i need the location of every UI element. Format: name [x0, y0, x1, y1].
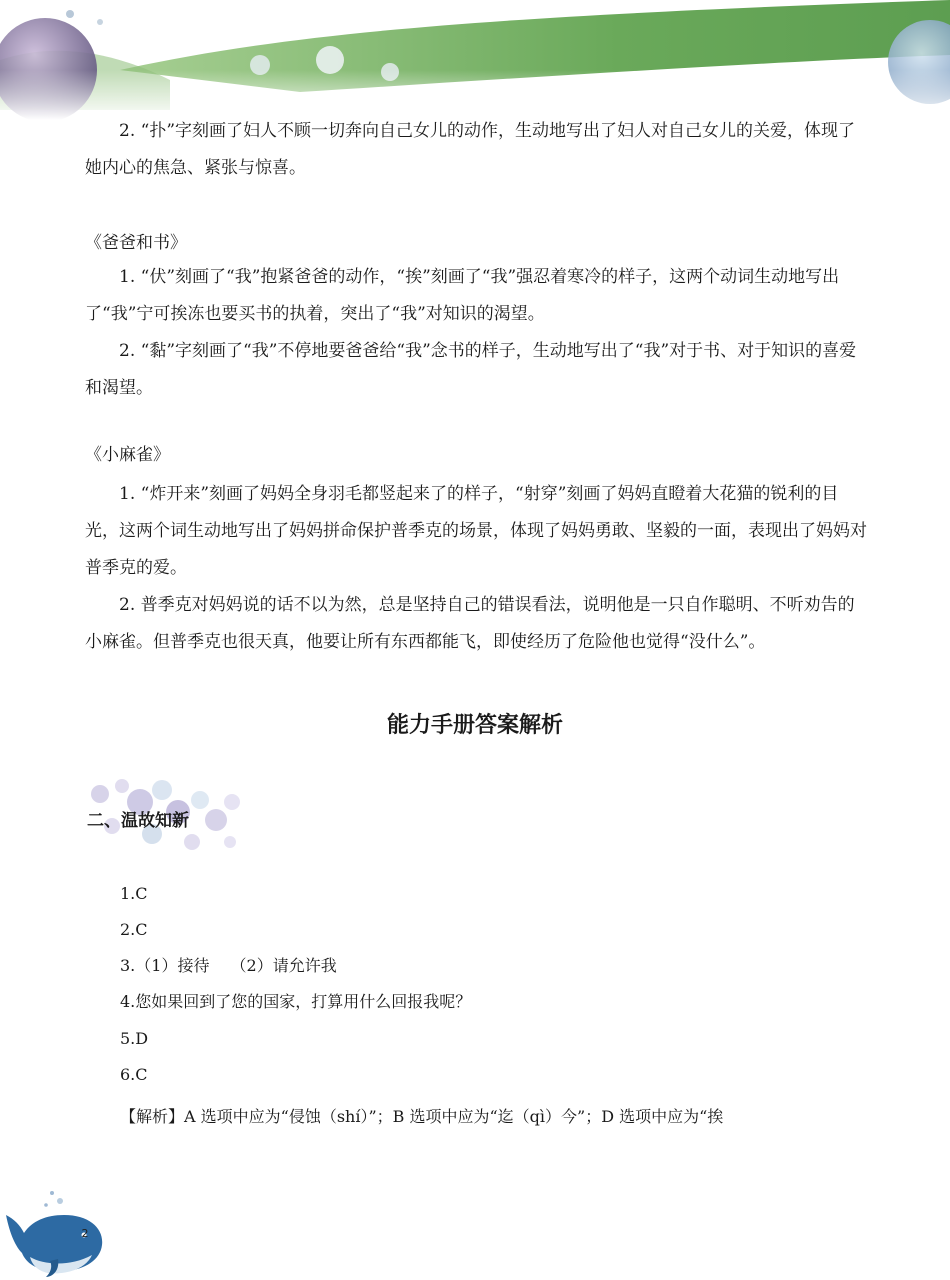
header-banner-illustration: [0, 0, 950, 120]
paragraph-pu: 2. “扑”字刻画了妇人不顾一切奔向自己女儿的动作，生动地写出了妇人对自己女儿的关爱，体现了她内心的焦急、紧张与惊喜。: [85, 121, 856, 178]
paragraph-pujike: 2. 普季克对妈妈说的话不以为然，总是坚持自己的错误看法，说明他是一只自作聪明、不听劝告的小麻雀。但普季克也很天真，他要让所有东西都能飞，即使经历了危险他也觉得“没什么”。: [85, 595, 855, 652]
paragraph-nian: 2. “黏”字刻画了“我”不停地要爸爸给“我”念书的样子，生动地写出了“我”对于书、对于知识的喜爱和渴望。: [85, 341, 857, 398]
paragraph-fu-ai: 1. “伏”刻画了“我”抱紧爸爸的动作，“挨”刻画了“我”强忍着寒冷的样子，这两个动词生动地写出了“我”宁可挨冻也要买书的执着，突出了“我”对知识的渴望。: [85, 267, 840, 324]
page-number: 2: [81, 1227, 89, 1240]
answer-1: 1.C: [120, 884, 148, 903]
analysis-text: 【解析】A 选项中应为“侵蚀（shí）”；B 选项中应为“迄（qì）今”；D 选项中应为“挨: [120, 1107, 724, 1126]
section-title-wengu-zhixin: 二、温故知新: [87, 811, 189, 831]
whale-icon: [0, 1185, 120, 1280]
answer-5: 5.D: [120, 1029, 149, 1048]
page-heading: 能力手册答案解析: [386, 713, 563, 738]
paragraph-zhakailai: 1. “炸开来”刻画了妈妈全身羽毛都竖起来了的样子，“射穿”刻画了妈妈直瞪着大花猫的锐利的目光，这两个词生动地写出了妈妈拼命保护普季克的场景，体现了妈妈勇敢、坚毅的一面，表现出了妈妈对普季克的爱。: [85, 484, 867, 578]
section-title-baba-he-shu: 《爸爸和书》: [85, 233, 187, 253]
answer-2: 2.C: [120, 920, 148, 939]
section-title-xiao-maque: 《小麻雀》: [85, 445, 170, 465]
answer-4: 4.您如果回到了您的国家，打算用什么回报我呢？: [120, 992, 472, 1011]
answer-6: 6.C: [120, 1065, 148, 1084]
answer-3: 3.（1）接待 （2）请允许我: [120, 956, 337, 975]
